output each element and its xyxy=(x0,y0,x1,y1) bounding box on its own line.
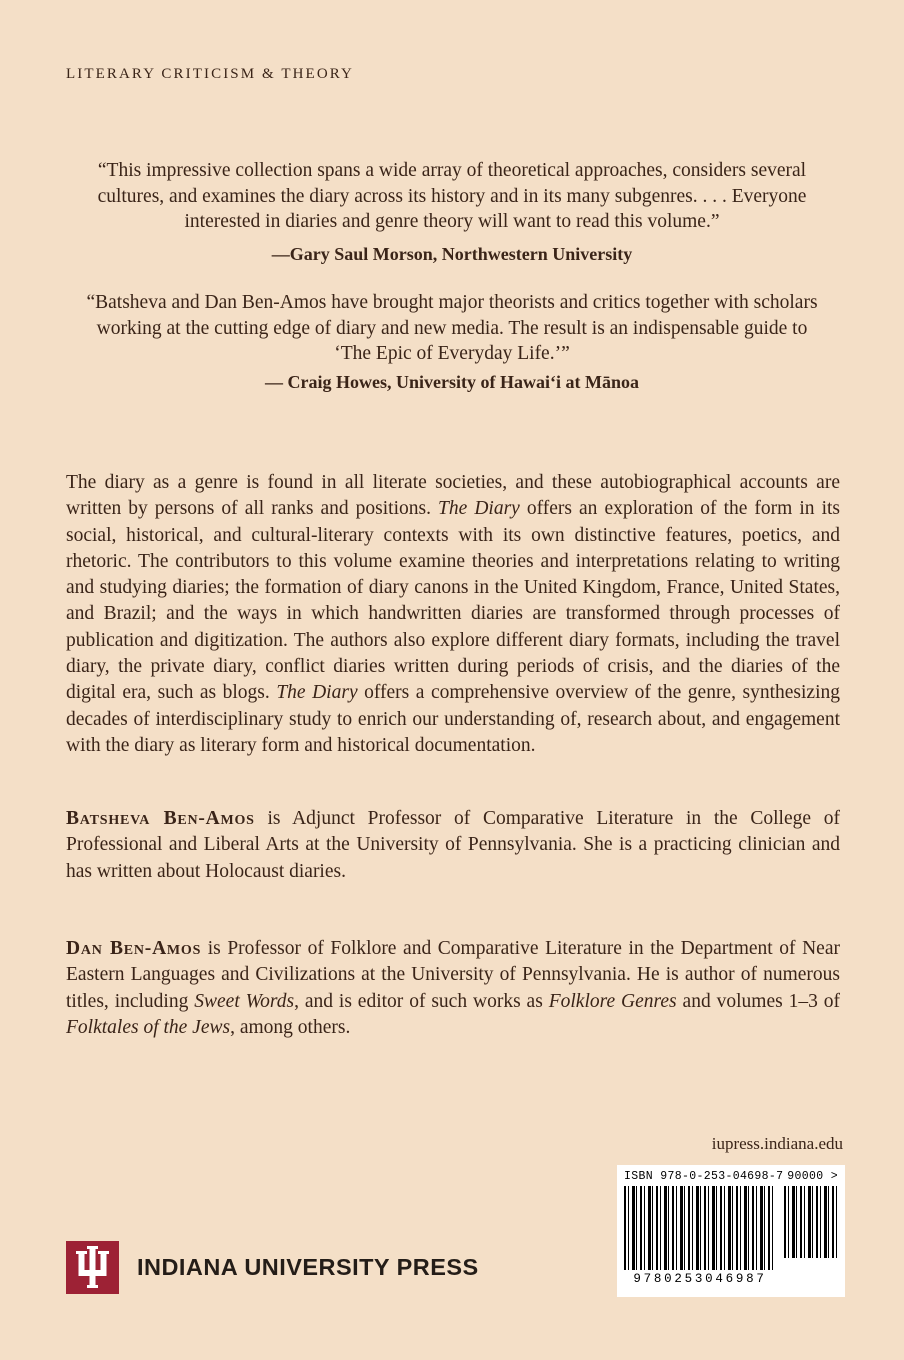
review-quote: “Batsheva and Dan Ben-Amos have brought major theorists and critics together with scholars working at the cutting edge of diary and new media. The result is an indispensable guide to ‘The Epic of Everyday Life.’” xyxy=(86,292,818,364)
quote-attribution: —Gary Saul Morson, Northwestern University xyxy=(271,244,633,264)
barcode-digits: 9780253046987 xyxy=(633,1272,767,1286)
author-bio: Dan Ben-Amos is Professor of Folklore and Comparative Literature in the Department of Near Eastern Languages and Civilizations at the University of Pennsylvania. He is author of numerous titles, including Sweet Words, and is editor of such works as Folklore Genres and volumes 1–3 of Folktales of the Jews, among others. xyxy=(66,938,840,1038)
review-quote: “This impressive collection spans a wide array of theoretical approaches, considers several cultures, and examines the diary across its history and in its many subgenres. . . . Everyone interested in diaries and genre theory will want to read this volume.” xyxy=(97,160,807,232)
iu-trident-icon xyxy=(66,1241,119,1294)
category-label: LITERARY CRITICISM & THEORY xyxy=(66,66,354,82)
price-code: 90000 > xyxy=(787,1170,838,1183)
publisher-block xyxy=(66,1241,479,1294)
isbn-label: ISBN 978-0-253-04698-7 xyxy=(624,1170,784,1183)
barcode-bars xyxy=(624,1186,776,1270)
publisher-name: INDIANA UNIVERSITY PRESS xyxy=(137,1254,479,1280)
barcode-header xyxy=(624,1170,838,1183)
quote-attribution: — Craig Howes, University of Hawai‘i at Mānoa xyxy=(265,372,639,392)
barcode-main xyxy=(624,1186,776,1286)
book-description: The diary as a genre is found in all literate societies, and these autobiographical accounts are written by persons of all ranks and positions. The Diary offers an exploration of the form in its social, historical, and cultural-literary contexts with its own distinctive features, poetics, and rhetoric. The contributors to this volume examine theories and interpretations relating to writing and studying diaries; the formation of diary canons in the United Kingdom, France, United States, and Brazil; and the ways in which handwritten diaries are transformed through processes of publication and digitization. The authors also explore different diary formats, including the travel diary, the private diary, conflict diaries written during periods of crisis, and the diaries of the digital era, such as blogs. The Diary offers a comprehensive overview of the genre, synthesizing decades of interdisciplinary study to enrich our understanding of, research about, and engagement with the diary as literary form and historical documentation. xyxy=(66,472,840,756)
barcode-addon xyxy=(784,1186,838,1258)
barcode xyxy=(617,1165,845,1297)
author-bio: Batsheva Ben-Amos is Adjunct Professor of Comparative Literature in the College of Professional and Liberal Arts at the University of Pennsylvania. She is a practicing clinician and has written about Holocaust diaries. xyxy=(66,808,840,882)
barcode-bars-area xyxy=(624,1186,838,1286)
barcode-addon-bars xyxy=(784,1186,838,1258)
publisher-website: iupress.indiana.edu xyxy=(711,1134,843,1153)
